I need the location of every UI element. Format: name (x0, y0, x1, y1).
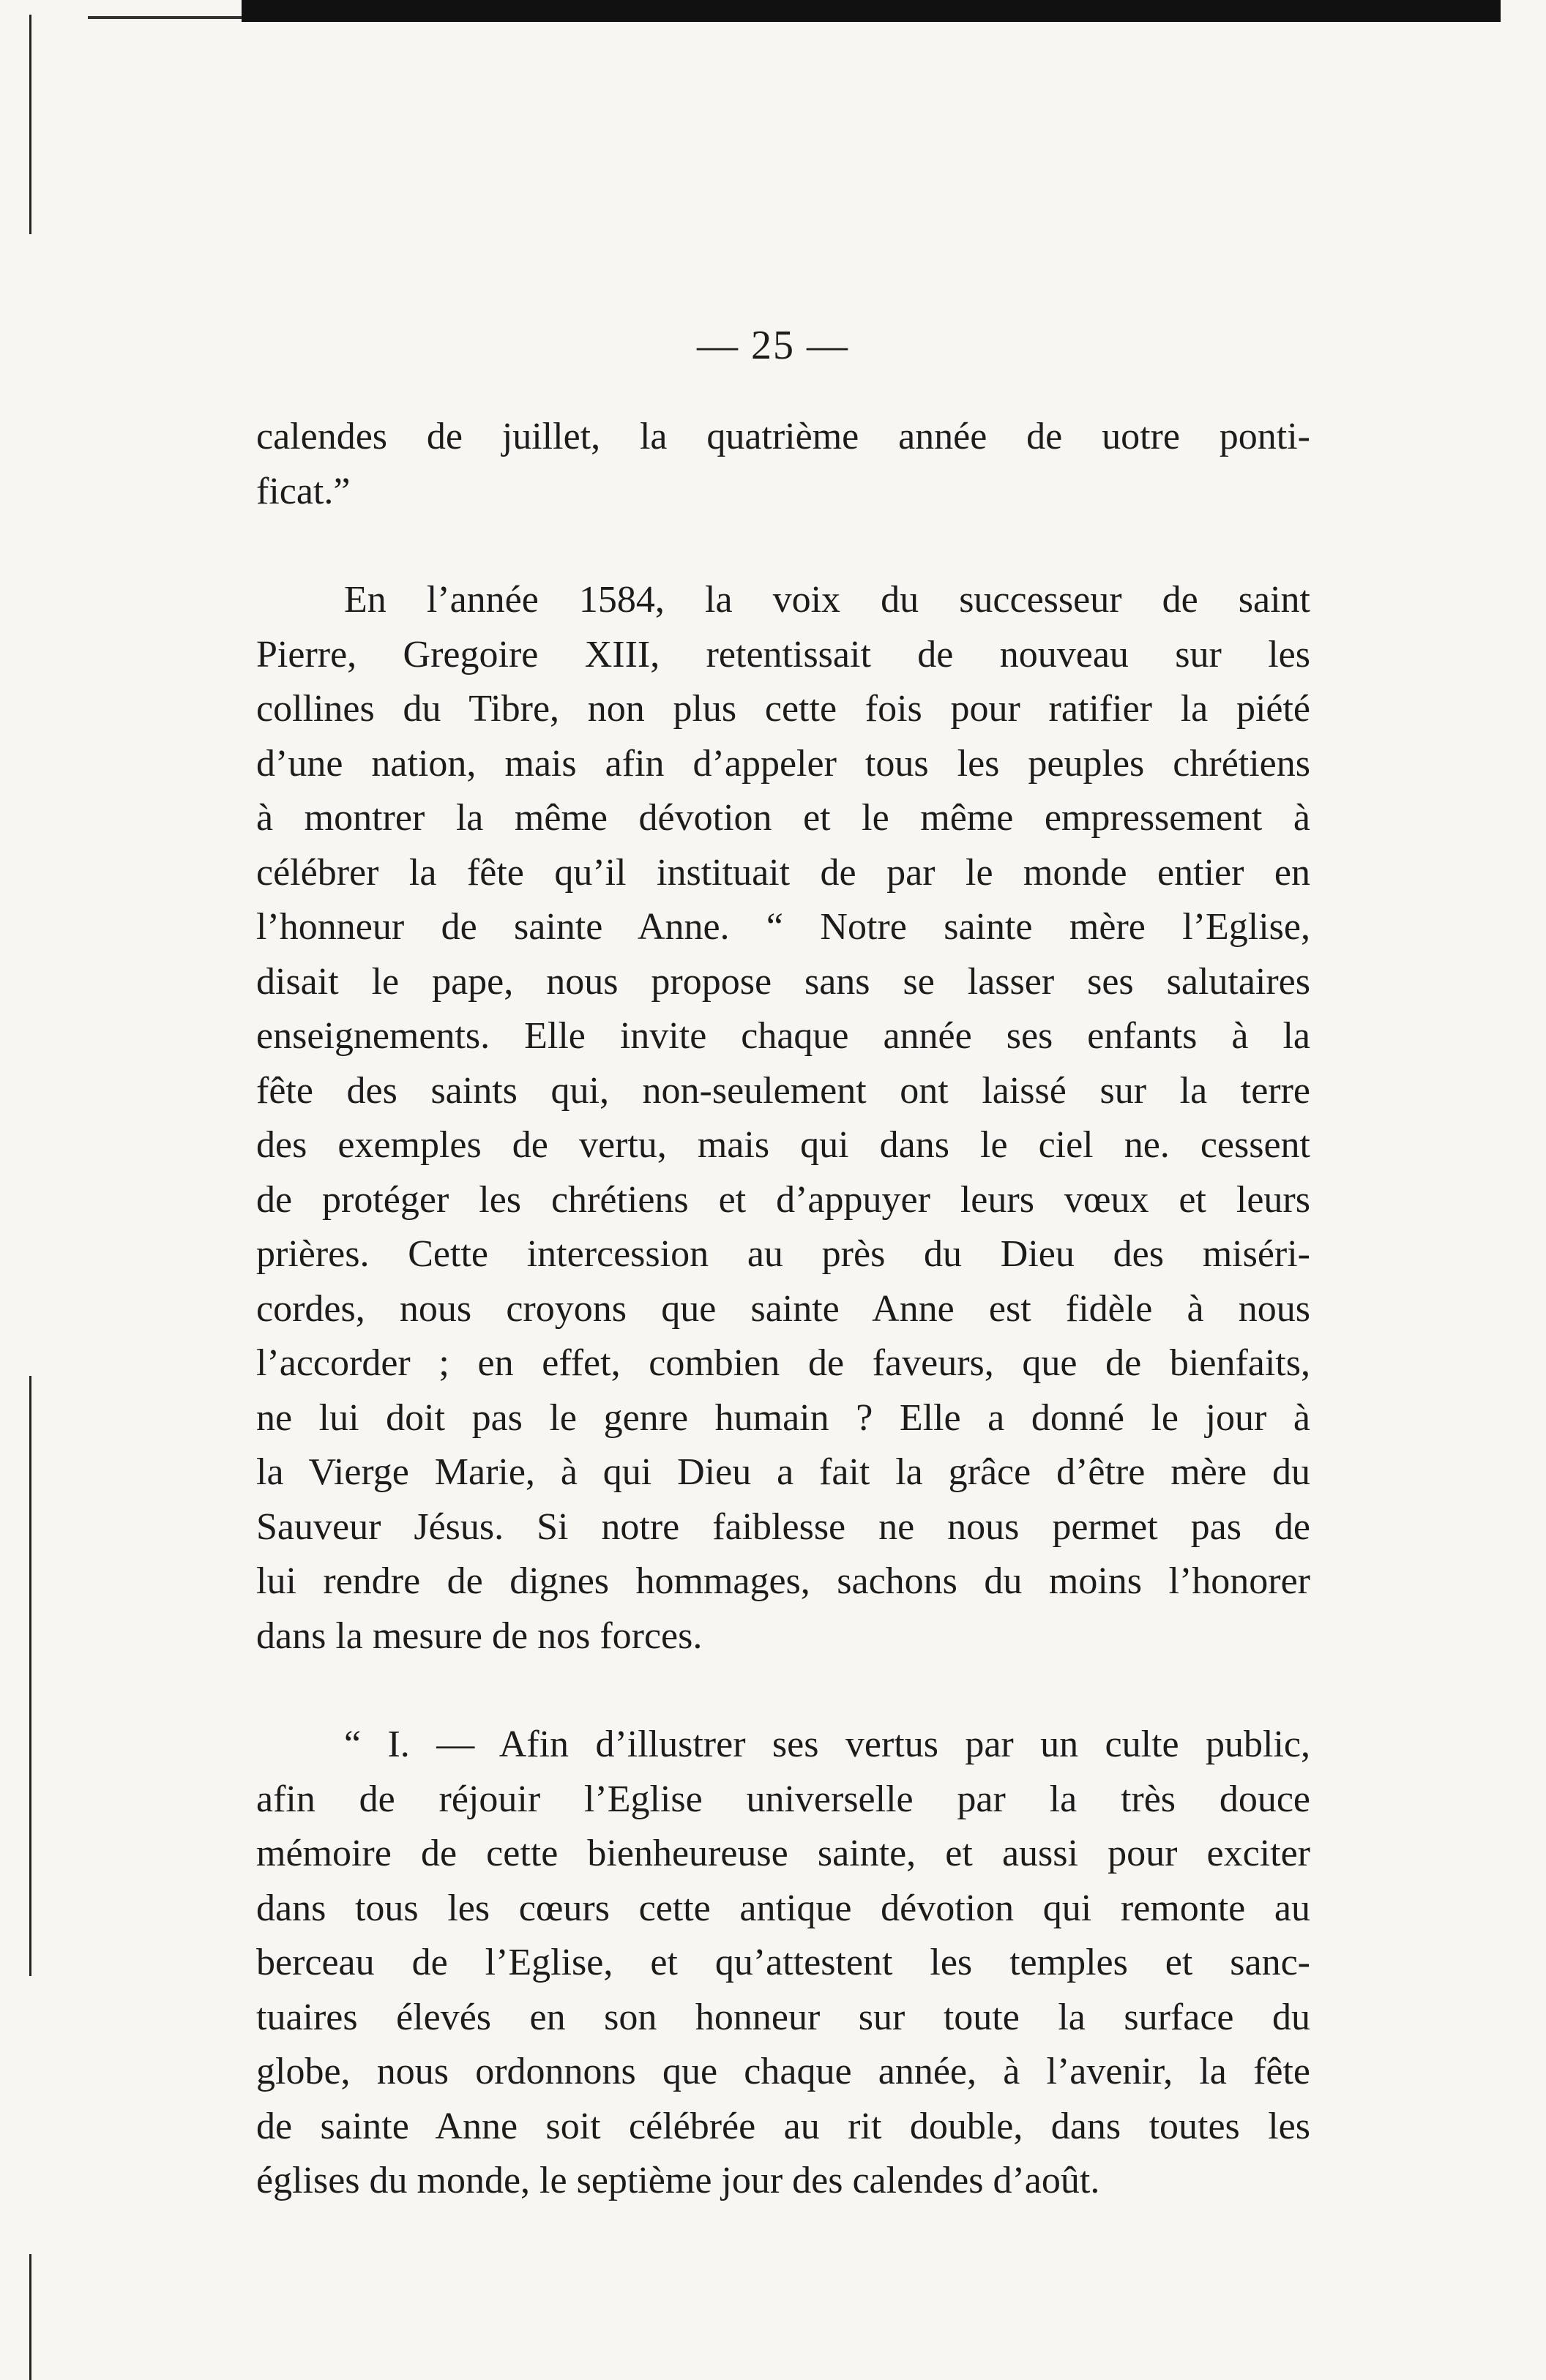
paragraph (256, 573, 1310, 1664)
text-line: dans tous les cœurs cette antique dévotion qui remonte au (256, 1887, 1310, 1929)
text-line: de sainte Anne soit célébrée au rit double, dans toutes les (256, 2105, 1310, 2147)
text-line: calendes de juillet, la quatrième année de uotre ponti- (256, 416, 1310, 457)
text-line: ficat.” (256, 470, 351, 512)
text-line: des exemples de vertu, mais qui dans le ciel ne. cessent (256, 1124, 1310, 1166)
text-line: lui rendre de dignes hommages, sachons du moins l’honorer (256, 1560, 1310, 1602)
top-edge-rule-thin (88, 16, 242, 19)
text-line: à montrer la même dévotion et le même empressement à (256, 797, 1310, 839)
text-line: prières. Cette intercession au près du Dieu des miséri- (256, 1233, 1310, 1275)
text-line: globe, nous ordonnons que chaque année, à l’avenir, la fête (256, 2051, 1310, 2092)
top-edge-rule (242, 0, 1501, 22)
text-line: cordes, nous croyons que sainte Anne est fidèle à nous (256, 1287, 1310, 1330)
page-edge-line (29, 15, 31, 234)
page-edge-line (29, 1376, 31, 1976)
text-line: célébrer la fête qu’il instituait de par le monde entier en (256, 851, 1310, 894)
text-line: tuaires élevés en son honneur sur toute la surface du (256, 1996, 1310, 2038)
page-edge-line (29, 2254, 31, 2380)
text-line: disait le pape, nous propose sans se lasser ses salutaires (256, 960, 1310, 1003)
text-line: Sauveur Jésus. Si notre faiblesse ne nous permet pas de (256, 1505, 1310, 1548)
text-line: enseignements. Elle invite chaque année ses enfants à la (256, 1015, 1310, 1057)
text-line: dans la mesure de nos forces. (256, 1614, 703, 1657)
text-line: ne lui doit pas le genre humain ? Elle a donné le jour à (256, 1396, 1310, 1439)
text-line: l’accorder ; en effet, combien de faveurs, que de bienfaits, (256, 1342, 1310, 1384)
text-line: En l’année 1584, la voix du successeur de saint (344, 579, 1310, 621)
text-line: l’honneur de sainte Anne. “ Notre sainte mère l’Eglise, (256, 906, 1310, 948)
page-number: — 25 — (697, 323, 849, 368)
text-line: “ I. — Afin d’illustrer ses vertus par un culte public, (344, 1724, 1310, 1765)
text-line: d’une nation, mais afin d’appeler tous les peuples chrétiens (256, 742, 1310, 785)
text-line: mémoire de cette bienheureuse sainte, et aussi pour exciter (256, 1833, 1310, 1874)
text-line: collines du Tibre, non plus cette fois pour ratifier la piété (256, 688, 1310, 730)
text-line: berceau de l’Eglise, et qu’attestent les temples et sanc- (256, 1942, 1310, 1983)
text-line: fête des saints qui, non-seulement ont laissé sur la terre (256, 1069, 1310, 1112)
body-text (256, 410, 1310, 2209)
paragraph (256, 1718, 1310, 2209)
text-line: de protéger les chrétiens et d’appuyer leurs vœux et leurs (256, 1178, 1310, 1221)
text-line: églises du monde, le septième jour des calendes d’août. (256, 2160, 1100, 2201)
text-line: afin de réjouir l’Eglise universelle par la très douce (256, 1778, 1310, 1820)
text-line: la Vierge Marie, à qui Dieu a fait la grâce d’être mère du (256, 1451, 1310, 1493)
paragraph-continuation (256, 410, 1310, 519)
text-line: Pierre, Gregoire XIII, retentissait de nouveau sur les (256, 633, 1310, 676)
